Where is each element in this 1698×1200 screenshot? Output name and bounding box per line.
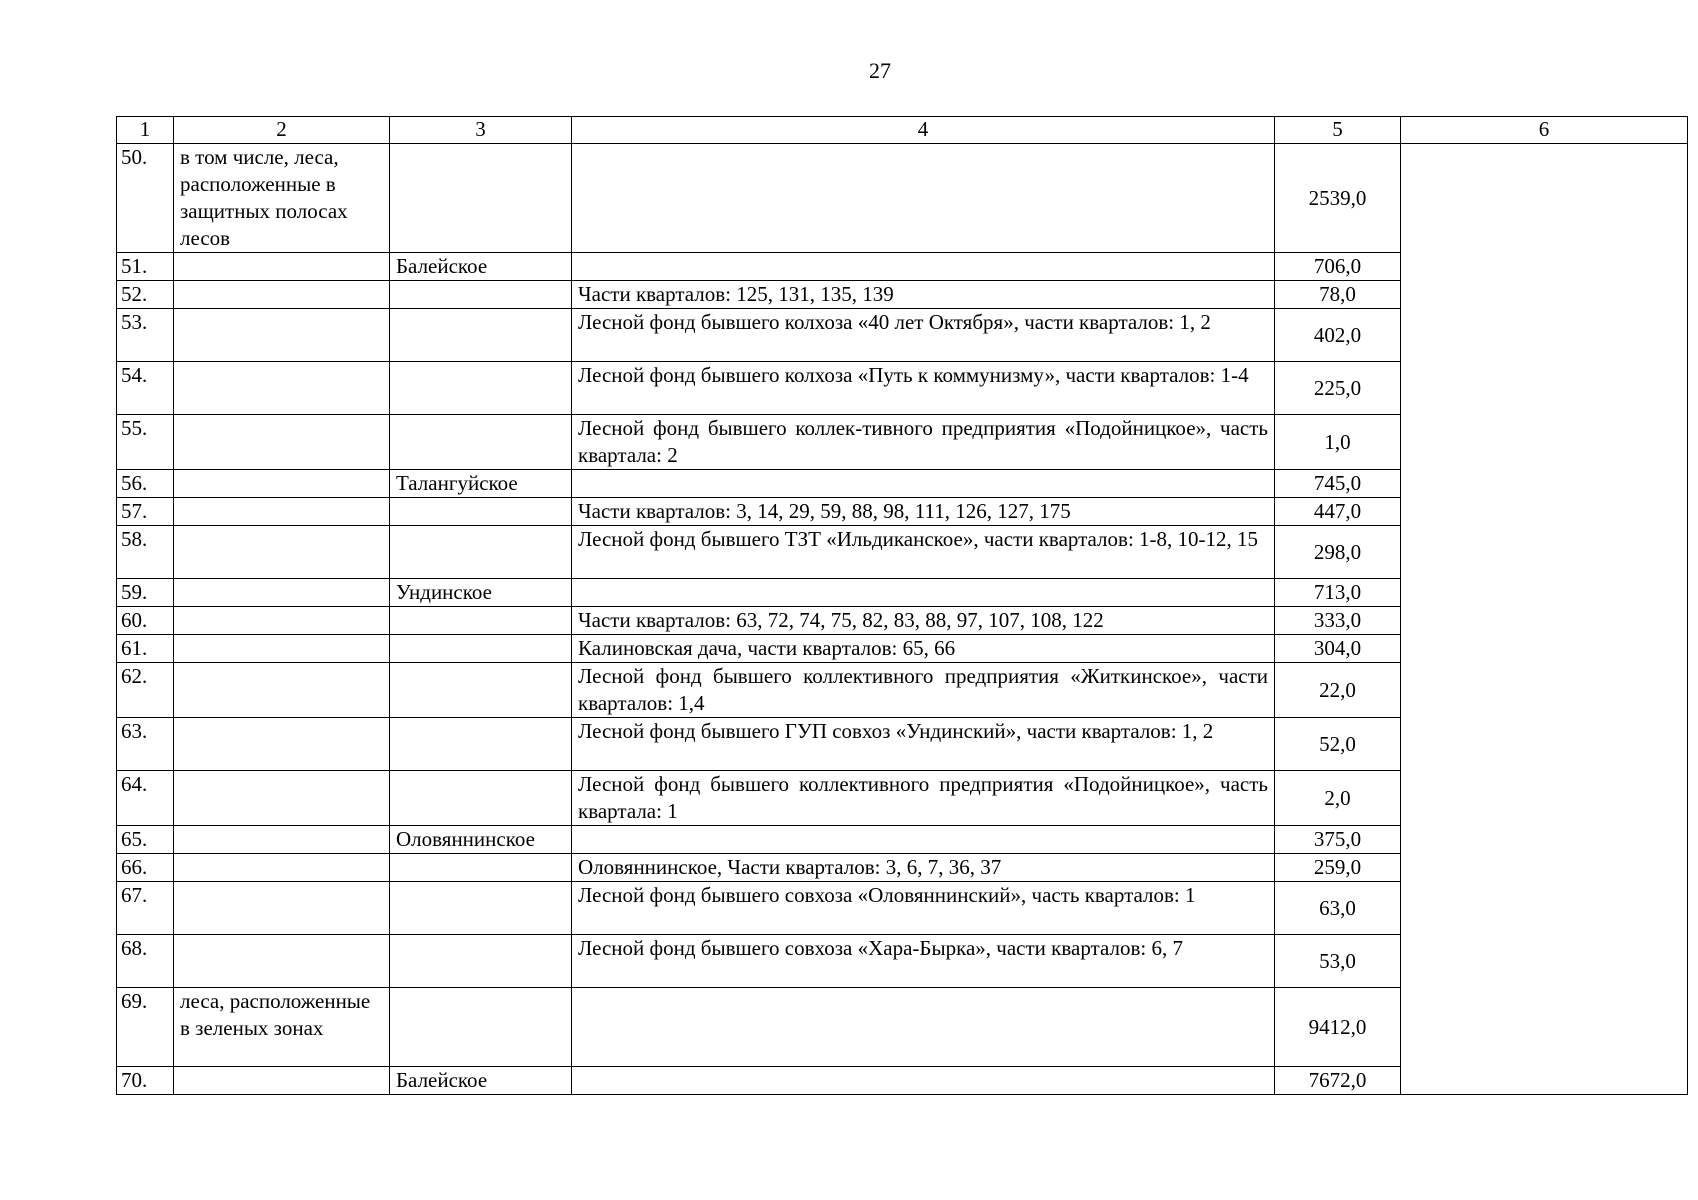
forestry-cell xyxy=(390,935,572,988)
category-cell xyxy=(174,882,390,935)
category-cell xyxy=(174,253,390,281)
location-cell xyxy=(572,1067,1275,1095)
area-cell: 225,0 xyxy=(1275,362,1401,415)
location-cell: Лесной фонд бывшего колхоза «40 лет Октября», части кварталов: 1, 2 xyxy=(572,309,1275,362)
category-cell xyxy=(174,281,390,309)
location-cell: Лесной фонд бывшего коллективного предприятия «Подойницкое», часть квартала: 1 xyxy=(572,771,1275,826)
forestry-cell xyxy=(390,718,572,771)
location-cell: Части кварталов: 3, 14, 29, 59, 88, 98, 111, 126, 127, 175 xyxy=(572,498,1275,526)
forestry-cell xyxy=(390,415,572,470)
forestry-cell xyxy=(390,144,572,253)
area-cell: 63,0 xyxy=(1275,882,1401,935)
table-row xyxy=(117,144,1688,253)
area-cell: 447,0 xyxy=(1275,498,1401,526)
category-cell xyxy=(174,526,390,579)
forestry-cell xyxy=(390,854,572,882)
column-header: 5 xyxy=(1275,117,1401,144)
row-number-cell: 57. xyxy=(117,498,174,526)
row-number-cell: 62. xyxy=(117,663,174,718)
location-cell xyxy=(572,144,1275,253)
forestry-cell: Ундинское xyxy=(390,579,572,607)
row-number-cell: 67. xyxy=(117,882,174,935)
location-cell: Лесной фонд бывшего коллек-тивного предприятия «Подойницкое», часть квартала: 2 xyxy=(572,415,1275,470)
forestry-cell xyxy=(390,988,572,1067)
category-cell xyxy=(174,470,390,498)
category-cell xyxy=(174,854,390,882)
forest-table xyxy=(116,116,1688,1095)
row-number-cell: 65. xyxy=(117,826,174,854)
row-number-cell: 55. xyxy=(117,415,174,470)
row-number-cell: 70. xyxy=(117,1067,174,1095)
location-cell: Калиновская дача, части кварталов: 65, 66 xyxy=(572,635,1275,663)
location-cell xyxy=(572,826,1275,854)
forestry-cell xyxy=(390,771,572,826)
area-cell: 333,0 xyxy=(1275,607,1401,635)
category-cell xyxy=(174,579,390,607)
location-cell: Части кварталов: 63, 72, 74, 75, 82, 83, 88, 97, 107, 108, 122 xyxy=(572,607,1275,635)
column-header: 6 xyxy=(1401,117,1688,144)
area-cell: 375,0 xyxy=(1275,826,1401,854)
area-cell: 745,0 xyxy=(1275,470,1401,498)
location-cell xyxy=(572,470,1275,498)
row-number-cell: 63. xyxy=(117,718,174,771)
area-cell: 22,0 xyxy=(1275,663,1401,718)
area-cell: 1,0 xyxy=(1275,415,1401,470)
category-cell xyxy=(174,498,390,526)
location-cell: Оловяннинское, Части кварталов: 3, 6, 7, 36, 37 xyxy=(572,854,1275,882)
category-cell xyxy=(174,935,390,988)
location-cell xyxy=(572,988,1275,1067)
location-cell: Части кварталов: 125, 131, 135, 139 xyxy=(572,281,1275,309)
area-cell: 53,0 xyxy=(1275,935,1401,988)
column-header: 1 xyxy=(117,117,174,144)
forestry-cell: Балейское xyxy=(390,253,572,281)
forestry-cell: Балейское xyxy=(390,1067,572,1095)
row-number-cell: 64. xyxy=(117,771,174,826)
location-cell: Лесной фонд бывшего коллективного предприятия «Житкинское», части кварталов: 1,4 xyxy=(572,663,1275,718)
row-number-cell: 50. xyxy=(117,144,174,253)
area-cell: 706,0 xyxy=(1275,253,1401,281)
category-cell xyxy=(174,663,390,718)
forestry-cell xyxy=(390,362,572,415)
forestry-cell: Талангуйское xyxy=(390,470,572,498)
row-number-cell: 66. xyxy=(117,854,174,882)
forestry-cell xyxy=(390,309,572,362)
page-number: 27 xyxy=(869,58,891,83)
table-body xyxy=(117,117,1688,1095)
category-cell xyxy=(174,1067,390,1095)
category-cell xyxy=(174,362,390,415)
forestry-cell xyxy=(390,281,572,309)
location-cell xyxy=(572,253,1275,281)
category-cell xyxy=(174,635,390,663)
forestry-cell xyxy=(390,635,572,663)
location-cell: Лесной фонд бывшего ГУП совхоз «Ундинский», части кварталов: 1, 2 xyxy=(572,718,1275,771)
row-number-cell: 52. xyxy=(117,281,174,309)
category-cell: леса, расположенные в зеленых зонах xyxy=(174,988,390,1067)
category-cell xyxy=(174,415,390,470)
area-cell: 2539,0 xyxy=(1275,144,1401,253)
forestry-cell xyxy=(390,607,572,635)
forestry-cell xyxy=(390,882,572,935)
forestry-cell xyxy=(390,526,572,579)
area-cell: 713,0 xyxy=(1275,579,1401,607)
location-cell: Лесной фонд бывшего колхоза «Путь к коммунизму», части кварталов: 1-4 xyxy=(572,362,1275,415)
category-cell xyxy=(174,826,390,854)
area-cell: 259,0 xyxy=(1275,854,1401,882)
row-number-cell: 58. xyxy=(117,526,174,579)
row-number-cell: 54. xyxy=(117,362,174,415)
area-cell: 9412,0 xyxy=(1275,988,1401,1067)
row-number-cell: 68. xyxy=(117,935,174,988)
row-number-cell: 53. xyxy=(117,309,174,362)
area-cell: 78,0 xyxy=(1275,281,1401,309)
location-cell xyxy=(572,579,1275,607)
area-cell: 304,0 xyxy=(1275,635,1401,663)
location-cell: Лесной фонд бывшего совхоза «Хара-Бырка», части кварталов: 6, 7 xyxy=(572,935,1275,988)
location-cell: Лесной фонд бывшего совхоза «Оловяннинский», часть кварталов: 1 xyxy=(572,882,1275,935)
forestry-cell: Оловяннинское xyxy=(390,826,572,854)
column-6-cell xyxy=(1401,144,1688,1095)
category-cell xyxy=(174,607,390,635)
category-cell xyxy=(174,718,390,771)
area-cell: 7672,0 xyxy=(1275,1067,1401,1095)
category-cell xyxy=(174,771,390,826)
row-number-cell: 51. xyxy=(117,253,174,281)
area-cell: 2,0 xyxy=(1275,771,1401,826)
area-cell: 52,0 xyxy=(1275,718,1401,771)
area-cell: 402,0 xyxy=(1275,309,1401,362)
table-header-row xyxy=(117,117,1688,144)
column-header: 2 xyxy=(174,117,390,144)
category-cell xyxy=(174,309,390,362)
forestry-cell xyxy=(390,663,572,718)
category-cell: в том числе, леса, расположенные в защитных полосах лесов xyxy=(174,144,390,253)
row-number-cell: 56. xyxy=(117,470,174,498)
location-cell: Лесной фонд бывшего ТЗТ «Ильдиканское», части кварталов: 1-8, 10-12, 15 xyxy=(572,526,1275,579)
row-number-cell: 59. xyxy=(117,579,174,607)
forestry-cell xyxy=(390,498,572,526)
column-header: 4 xyxy=(572,117,1275,144)
row-number-cell: 61. xyxy=(117,635,174,663)
row-number-cell: 69. xyxy=(117,988,174,1067)
column-header: 3 xyxy=(390,117,572,144)
area-cell: 298,0 xyxy=(1275,526,1401,579)
row-number-cell: 60. xyxy=(117,607,174,635)
